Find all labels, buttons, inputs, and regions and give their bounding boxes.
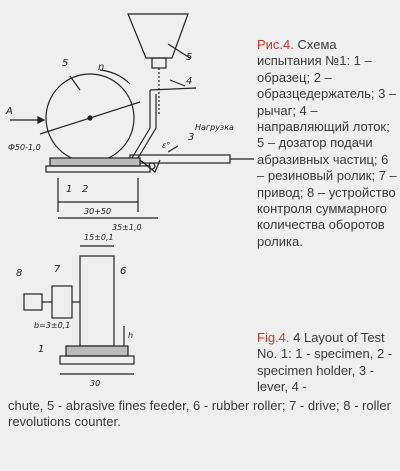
- label-dim-35: 35±1,0: [112, 223, 142, 232]
- label-2: 2: [82, 184, 89, 195]
- label-n: n: [98, 62, 105, 73]
- drive-motor: [52, 286, 72, 318]
- label-5b: 5: [186, 52, 193, 63]
- label-dim-h: h: [128, 331, 134, 340]
- label-1: 1: [66, 184, 73, 195]
- label-7b: 7: [54, 264, 61, 275]
- caption-ru: [257, 37, 397, 250]
- label-4: 4: [186, 76, 193, 87]
- caption-en: [257, 317, 397, 409]
- lever: [130, 155, 230, 163]
- roller-side: [80, 256, 114, 346]
- counter: [24, 294, 42, 310]
- label-dim-b: b=3±0,1: [34, 321, 71, 330]
- caption-en-text: 4 Layout of Test No. 1: 1 - specimen, 2 - specimen holder, 3 - lever, 4 -: [257, 330, 393, 395]
- label-dim-30: 30: [90, 379, 101, 388]
- caption-en-tail: chute, 5 - abrasive fines feeder, 6 - rubber roller; 7 - drive; 8 - roller revolutions counter.: [8, 398, 391, 430]
- label-dim-30-50: 30+50: [84, 207, 112, 216]
- label-load: Нагрузка: [195, 123, 234, 132]
- caption-en-lead: Fig.4.: [257, 330, 290, 345]
- specimen-holder: [50, 158, 140, 166]
- caption-ru-lead: Рис.4.: [257, 37, 294, 52]
- label-diameter: Ф50-1,0: [8, 143, 41, 152]
- label-3: 3: [188, 132, 195, 143]
- label-angle: ε°: [162, 141, 171, 150]
- label-arrow-a: A: [6, 106, 13, 117]
- label-6: 6: [120, 266, 127, 277]
- label-1b: 1: [38, 344, 45, 355]
- label-dim-15: 15±0,1: [84, 233, 114, 242]
- label-5: 5: [62, 58, 69, 69]
- label-8: 8: [16, 268, 23, 279]
- caption-ru-text: Схема испытания №1: 1 – образец; 2 – образцедержатель; 3 – рычаг; 4 – направляющий лоток; 5 – дозатор подачи абразивных частиц; 6 – резиновый ролик; 7 – привод; 8 – устройство контроля суммарного количества оборотов ролика.: [257, 37, 397, 249]
